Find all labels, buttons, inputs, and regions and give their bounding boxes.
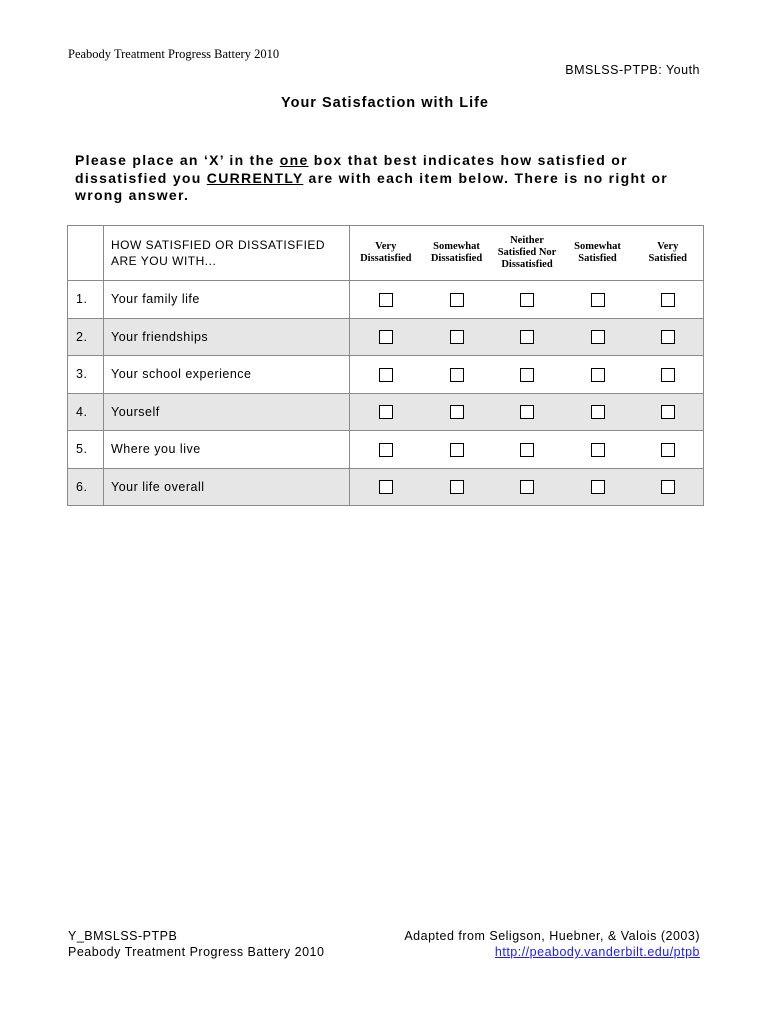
instructions-part2: box that best indicates how satisfied or dissatisfied you [75,152,628,186]
item-number: 5. [68,431,104,469]
option-header-line: Satisfied [648,253,687,264]
checkbox-somewhat-satisfied[interactable] [591,293,605,307]
checkbox-very-satisfied[interactable] [661,368,675,382]
footer-link[interactable]: http://peabody.vanderbilt.edu/ptpb [494,945,700,959]
option-header-line: Satisfied [578,253,617,264]
checkbox-very-satisfied[interactable] [661,330,675,344]
checkbox-somewhat-satisfied[interactable] [591,330,605,344]
header-num-cell [68,226,104,281]
option-header-somewhat-dissatisfied [422,226,492,281]
instructions-part1: Please place an ‘X’ in the [75,152,280,168]
header-right: BMSLSS-PTPB: Youth [565,63,700,77]
instructions-emphasis-one: one [279,152,309,168]
checkbox-very-dissatisfied[interactable] [379,480,393,494]
instructions-emphasis-currently: CURRENTLY [206,169,304,186]
table-row [68,281,704,319]
survey-table [67,225,704,506]
option-header-line: Somewhat [433,241,480,252]
option-header-very-dissatisfied [350,226,422,281]
checkbox-somewhat-dissatisfied[interactable] [450,330,464,344]
item-number: 1. [68,281,104,319]
item-text: Your life overall [104,468,350,506]
footer-form-code: Y_BMSLSS-PTPB [68,929,178,943]
item-number: 3. [68,356,104,394]
checkbox-somewhat-dissatisfied[interactable] [450,405,464,419]
question-header [104,226,350,281]
table-header-row [68,226,704,281]
page-title: Your Satisfaction with Life [281,95,489,111]
checkbox-somewhat-satisfied[interactable] [591,405,605,419]
checkbox-very-satisfied[interactable] [661,405,675,419]
question-header-line2: ARE YOU WITH... [111,254,217,268]
option-header-line: Very [375,241,397,252]
checkbox-neither[interactable] [520,405,534,419]
checkbox-very-dissatisfied[interactable] [379,293,393,307]
option-header-line: Dissatisfied [430,253,483,264]
checkbox-very-satisfied[interactable] [661,443,675,457]
option-header-line: Dissatisfied [360,253,412,264]
item-text: Your family life [104,281,350,319]
instructions [75,152,705,205]
checkbox-somewhat-satisfied[interactable] [591,443,605,457]
checkbox-somewhat-dissatisfied[interactable] [450,368,464,382]
table-row [68,468,704,506]
option-header-line: Dissatisfied [501,259,553,270]
table-row [68,318,704,356]
checkbox-very-dissatisfied[interactable] [379,368,393,382]
table-row [68,356,704,394]
checkbox-somewhat-satisfied[interactable] [591,368,605,382]
footer-battery-name: Peabody Treatment Progress Battery 2010 [68,945,325,959]
checkbox-very-dissatisfied[interactable] [379,330,393,344]
checkbox-somewhat-dissatisfied[interactable] [450,443,464,457]
option-header-very-satisfied [633,226,704,281]
footer-citation: Adapted from Seligson, Huebner, & Valois (2003) [404,929,700,943]
item-number: 6. [68,468,104,506]
item-text: Your friendships [104,318,350,356]
checkbox-very-satisfied[interactable] [661,293,675,307]
question-header-line1: HOW SATISFIED OR DISSATISFIED [111,238,326,252]
checkbox-somewhat-dissatisfied[interactable] [450,480,464,494]
option-header-line: Satisfied Nor [497,247,557,258]
checkbox-neither[interactable] [520,443,534,457]
option-header-line: Neither [510,235,544,246]
checkbox-very-dissatisfied[interactable] [379,443,393,457]
option-header-somewhat-satisfied [563,226,633,281]
option-header-line: Very [657,241,679,252]
checkbox-somewhat-dissatisfied[interactable] [450,293,464,307]
option-header-neither [492,226,563,281]
header-left: Peabody Treatment Progress Battery 2010 [68,47,280,61]
item-text: Yourself [104,393,350,431]
checkbox-neither[interactable] [520,368,534,382]
checkbox-neither[interactable] [520,330,534,344]
checkbox-very-dissatisfied[interactable] [379,405,393,419]
table-row [68,393,704,431]
checkbox-very-satisfied[interactable] [661,480,675,494]
table-row [68,431,704,469]
item-text: Where you live [104,431,350,469]
instructions-part3: are with each item below. There is no right or wrong answer. [75,169,669,203]
checkbox-neither[interactable] [520,293,534,307]
item-text: Your school experience [104,356,350,394]
checkbox-somewhat-satisfied[interactable] [591,480,605,494]
option-header-line: Somewhat [574,241,621,252]
item-number: 2. [68,318,104,356]
item-number: 4. [68,393,104,431]
checkbox-neither[interactable] [520,480,534,494]
